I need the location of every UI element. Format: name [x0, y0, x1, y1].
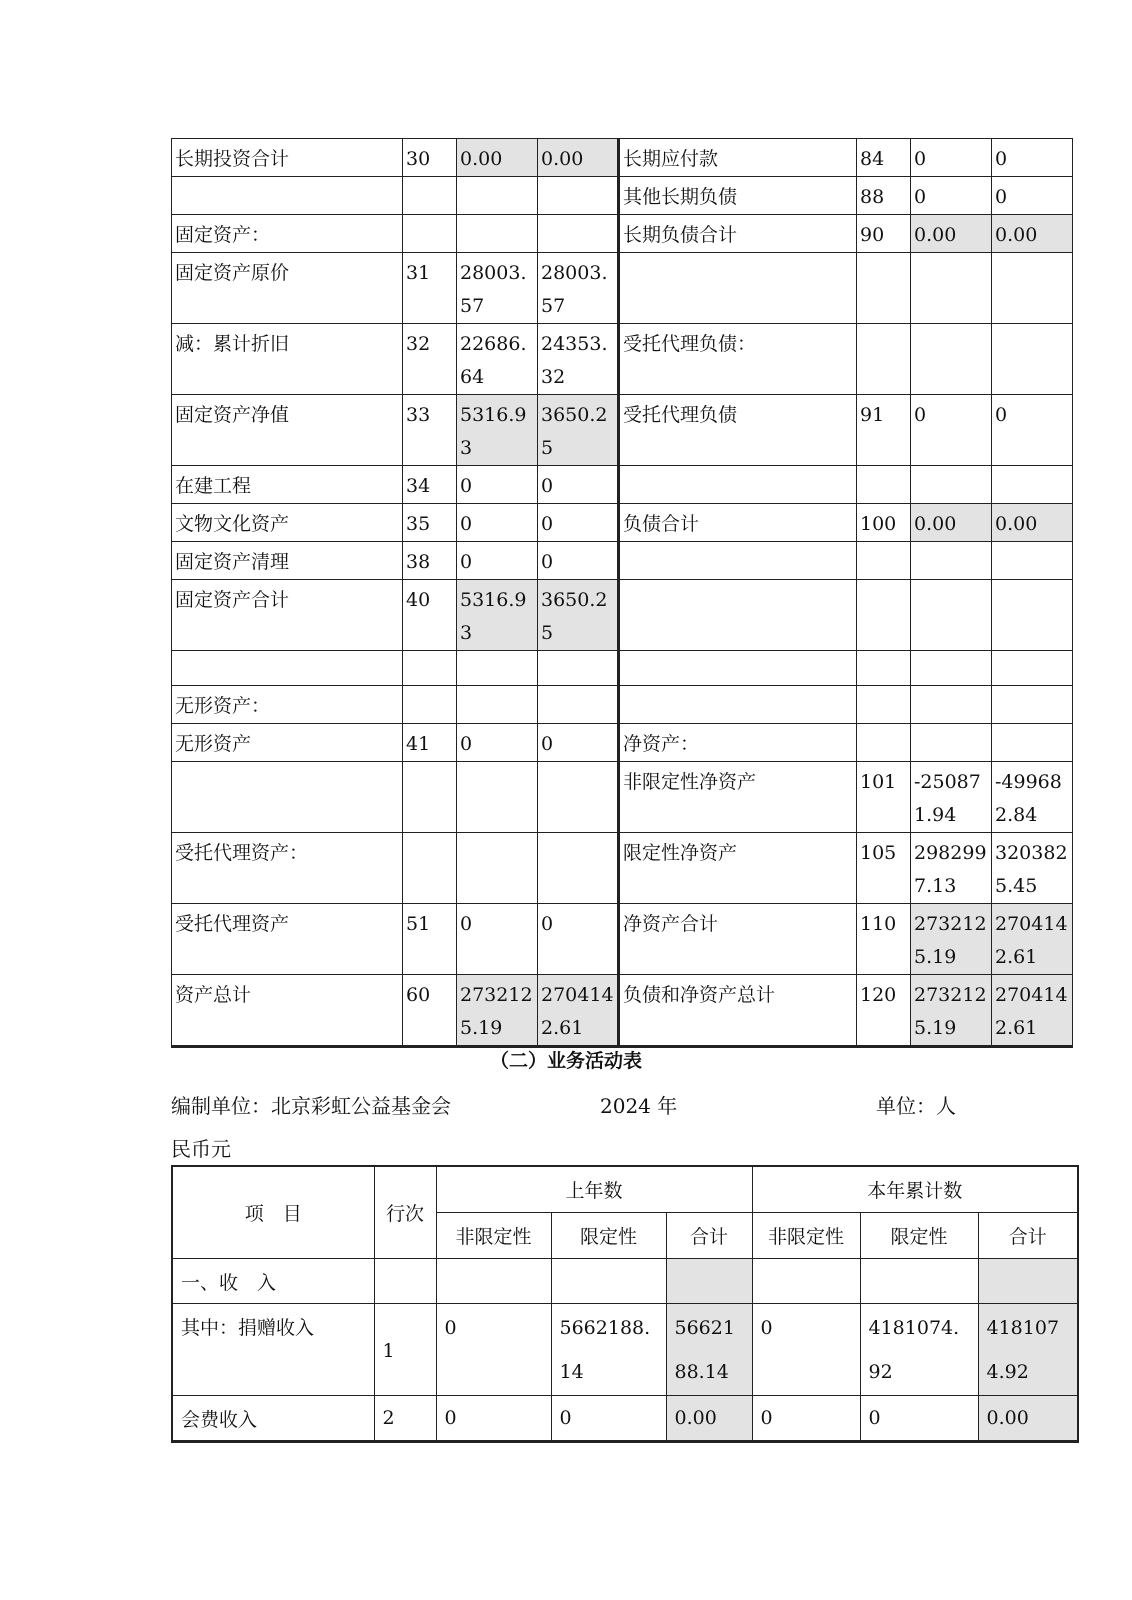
asset-end: 0: [538, 466, 619, 504]
header-curr-restricted: 限定性: [860, 1213, 978, 1259]
liability-end: [992, 542, 1073, 580]
table-row: [172, 504, 1073, 542]
asset-end: [538, 177, 619, 215]
liability-item: 受托代理负债：: [619, 324, 857, 395]
asset-end: 3650.25: [538, 580, 619, 651]
prev-restricted: 0: [551, 1396, 666, 1442]
asset-end: 2704142.61: [538, 975, 619, 1047]
asset-begin: 0: [457, 724, 538, 762]
asset-begin: 28003.57: [457, 253, 538, 324]
asset-line: [403, 177, 457, 215]
table-row: [172, 324, 1073, 395]
liability-line: 101: [857, 762, 911, 833]
liability-end: 2704142.61: [992, 975, 1073, 1047]
header-prev-restricted: 限定性: [551, 1213, 666, 1259]
asset-begin: 0: [457, 466, 538, 504]
asset-item: 无形资产：: [172, 686, 403, 724]
asset-begin: [457, 215, 538, 253]
liability-item: [619, 466, 857, 504]
asset-end: [538, 762, 619, 833]
asset-end: [538, 686, 619, 724]
asset-begin: [457, 833, 538, 904]
liability-end: -499682.84: [992, 762, 1073, 833]
liability-begin: -250871.94: [911, 762, 992, 833]
table-row: [172, 833, 1073, 904]
liability-line: [857, 466, 911, 504]
prev-unrestricted: 0: [436, 1396, 551, 1442]
row-item: 会费收入: [172, 1396, 374, 1442]
asset-line: 60: [403, 975, 457, 1047]
asset-begin: 0.00: [457, 139, 538, 177]
liability-line: 105: [857, 833, 911, 904]
liability-begin: 2982997.13: [911, 833, 992, 904]
curr-restricted: 4181074.92: [860, 1304, 978, 1396]
asset-line: 33: [403, 395, 457, 466]
liability-item: 长期应付款: [619, 139, 857, 177]
liability-end: [992, 651, 1073, 686]
liability-item: [619, 253, 857, 324]
asset-item: 在建工程: [172, 466, 403, 504]
asset-line: [403, 762, 457, 833]
liability-line: [857, 253, 911, 324]
table-row: [172, 724, 1073, 762]
asset-line: [403, 215, 457, 253]
liability-begin: 2732125.19: [911, 975, 992, 1047]
curr-unrestricted: 0: [752, 1396, 860, 1442]
liability-end: [992, 724, 1073, 762]
table-row: [172, 904, 1073, 975]
asset-item: [172, 651, 403, 686]
table-row: [172, 1259, 1078, 1304]
asset-line: [403, 686, 457, 724]
asset-begin: [457, 686, 538, 724]
asset-item: 文物文化资产: [172, 504, 403, 542]
asset-item: 无形资产: [172, 724, 403, 762]
asset-begin: [457, 762, 538, 833]
header-item: 项 目: [172, 1166, 374, 1259]
liability-line: [857, 542, 911, 580]
curr-unrestricted: [752, 1259, 860, 1304]
liability-begin: [911, 580, 992, 651]
liability-begin: 0: [911, 395, 992, 466]
table-row: [172, 651, 1073, 686]
table-row: [172, 686, 1073, 724]
asset-item: 固定资产：: [172, 215, 403, 253]
asset-end: 0.00: [538, 139, 619, 177]
prev-total: 0.00: [666, 1396, 752, 1442]
liability-begin: [911, 724, 992, 762]
asset-begin: [457, 177, 538, 215]
curr-total: 4181074.92: [978, 1304, 1078, 1396]
liability-begin: [911, 466, 992, 504]
table-row: [172, 542, 1073, 580]
liability-item: 其他长期负债: [619, 177, 857, 215]
liability-begin: [911, 686, 992, 724]
liability-line: 88: [857, 177, 911, 215]
liability-item: 负债和净资产总计: [619, 975, 857, 1047]
asset-begin: [457, 651, 538, 686]
liability-begin: [911, 324, 992, 395]
asset-end: 24353.32: [538, 324, 619, 395]
liability-begin: 0: [911, 177, 992, 215]
liability-line: 100: [857, 504, 911, 542]
currency-unit: 单位：人: [876, 1094, 956, 1118]
curr-unrestricted: 0: [752, 1304, 860, 1396]
liability-end: [992, 466, 1073, 504]
header-prev-total: 合计: [666, 1213, 752, 1259]
asset-item: [172, 762, 403, 833]
liability-item: 净资产：: [619, 724, 857, 762]
liability-item: 受托代理负债: [619, 395, 857, 466]
liability-end: 0: [992, 177, 1073, 215]
row-item: 其中：捐赠收入: [172, 1304, 374, 1396]
asset-end: 28003.57: [538, 253, 619, 324]
asset-end: 0: [538, 504, 619, 542]
liability-item: [619, 542, 857, 580]
liability-line: 91: [857, 395, 911, 466]
asset-end: 3650.25: [538, 395, 619, 466]
row-line: 2: [374, 1396, 436, 1442]
asset-item: 资产总计: [172, 975, 403, 1047]
liability-line: 90: [857, 215, 911, 253]
prev-restricted: [551, 1259, 666, 1304]
asset-item: 减：累计折旧: [172, 324, 403, 395]
section-title: （二）业务活动表: [489, 1050, 642, 1072]
table-row: [172, 139, 1073, 177]
table-row: [172, 466, 1073, 504]
asset-begin: 22686.64: [457, 324, 538, 395]
asset-line: 31: [403, 253, 457, 324]
liability-line: 110: [857, 904, 911, 975]
liability-line: [857, 324, 911, 395]
table-row: [172, 975, 1073, 1047]
liability-begin: 0.00: [911, 504, 992, 542]
liability-item: [619, 580, 857, 651]
row-item: 一、收 入: [172, 1259, 374, 1304]
curr-restricted: [860, 1259, 978, 1304]
liability-line: [857, 724, 911, 762]
header-current-year: 本年累计数: [752, 1166, 1078, 1213]
table-row: [172, 395, 1073, 466]
asset-item: 受托代理资产: [172, 904, 403, 975]
asset-line: 51: [403, 904, 457, 975]
prev-unrestricted: 0: [436, 1304, 551, 1396]
asset-line: 41: [403, 724, 457, 762]
asset-line: 32: [403, 324, 457, 395]
asset-begin: 0: [457, 904, 538, 975]
asset-begin: 0: [457, 542, 538, 580]
liability-end: 3203825.45: [992, 833, 1073, 904]
asset-end: [538, 651, 619, 686]
report-year: 2024 年: [600, 1094, 678, 1118]
table-row: [172, 253, 1073, 324]
curr-total: 0.00: [978, 1396, 1078, 1442]
prev-total: 5662188.14: [666, 1304, 752, 1396]
curr-total: [978, 1259, 1078, 1304]
curr-restricted: 0: [860, 1396, 978, 1442]
header-line: 行次: [374, 1166, 436, 1259]
row-line: [374, 1259, 436, 1304]
table-row: [172, 1304, 1078, 1396]
table-row: [172, 580, 1073, 651]
asset-line: 35: [403, 504, 457, 542]
liability-end: 0.00: [992, 504, 1073, 542]
liability-item: 非限定性净资产: [619, 762, 857, 833]
liability-end: [992, 686, 1073, 724]
balance-sheet-table: [171, 138, 1073, 1048]
liability-begin: [911, 542, 992, 580]
asset-item: 固定资产原价: [172, 253, 403, 324]
liability-item: 净资产合计: [619, 904, 857, 975]
liability-line: [857, 580, 911, 651]
business-activity-table: [171, 1165, 1079, 1443]
asset-item: [172, 177, 403, 215]
header-curr-unrestricted: 非限定性: [752, 1213, 860, 1259]
header-curr-total: 合计: [978, 1213, 1078, 1259]
liability-line: 84: [857, 139, 911, 177]
table-row: [172, 762, 1073, 833]
liability-end: 0: [992, 395, 1073, 466]
asset-begin: 0: [457, 504, 538, 542]
asset-line: 30: [403, 139, 457, 177]
prev-unrestricted: [436, 1259, 551, 1304]
asset-line: [403, 651, 457, 686]
currency-unit-continued: 民币元: [171, 1137, 231, 1161]
liability-item: [619, 686, 857, 724]
liability-end: 0: [992, 139, 1073, 177]
liability-begin: 2732125.19: [911, 904, 992, 975]
table-row: [172, 215, 1073, 253]
liability-item: 长期负债合计: [619, 215, 857, 253]
liability-end: 2704142.61: [992, 904, 1073, 975]
liability-item: [619, 651, 857, 686]
prev-restricted: 5662188.14: [551, 1304, 666, 1396]
asset-item: 固定资产清理: [172, 542, 403, 580]
asset-begin: 2732125.19: [457, 975, 538, 1047]
header-prev-year: 上年数: [436, 1166, 752, 1213]
liability-item: 负债合计: [619, 504, 857, 542]
liability-item: 限定性净资产: [619, 833, 857, 904]
row-line: 1: [374, 1304, 436, 1396]
asset-end: 0: [538, 542, 619, 580]
asset-end: 0: [538, 904, 619, 975]
asset-item: 固定资产合计: [172, 580, 403, 651]
header-prev-unrestricted: 非限定性: [436, 1213, 551, 1259]
asset-end: [538, 833, 619, 904]
asset-item: 固定资产净值: [172, 395, 403, 466]
asset-line: 38: [403, 542, 457, 580]
liability-begin: 0: [911, 139, 992, 177]
header-row: [172, 1166, 1078, 1213]
liability-line: [857, 651, 911, 686]
liability-end: [992, 253, 1073, 324]
asset-end: 0: [538, 724, 619, 762]
asset-item: 受托代理资产：: [172, 833, 403, 904]
liability-line: [857, 686, 911, 724]
liability-end: [992, 580, 1073, 651]
asset-end: [538, 215, 619, 253]
liability-end: [992, 324, 1073, 395]
prev-total: [666, 1259, 752, 1304]
liability-line: 120: [857, 975, 911, 1047]
table-row: [172, 1396, 1078, 1442]
asset-begin: 5316.93: [457, 395, 538, 466]
prepared-by: 编制单位：北京彩虹公益基金会: [171, 1094, 451, 1118]
asset-line: 34: [403, 466, 457, 504]
asset-line: 40: [403, 580, 457, 651]
liability-begin: [911, 253, 992, 324]
asset-item: 长期投资合计: [172, 139, 403, 177]
table-row: [172, 177, 1073, 215]
liability-begin: 0.00: [911, 215, 992, 253]
asset-line: [403, 833, 457, 904]
liability-begin: [911, 651, 992, 686]
liability-end: 0.00: [992, 215, 1073, 253]
asset-begin: 5316.93: [457, 580, 538, 651]
